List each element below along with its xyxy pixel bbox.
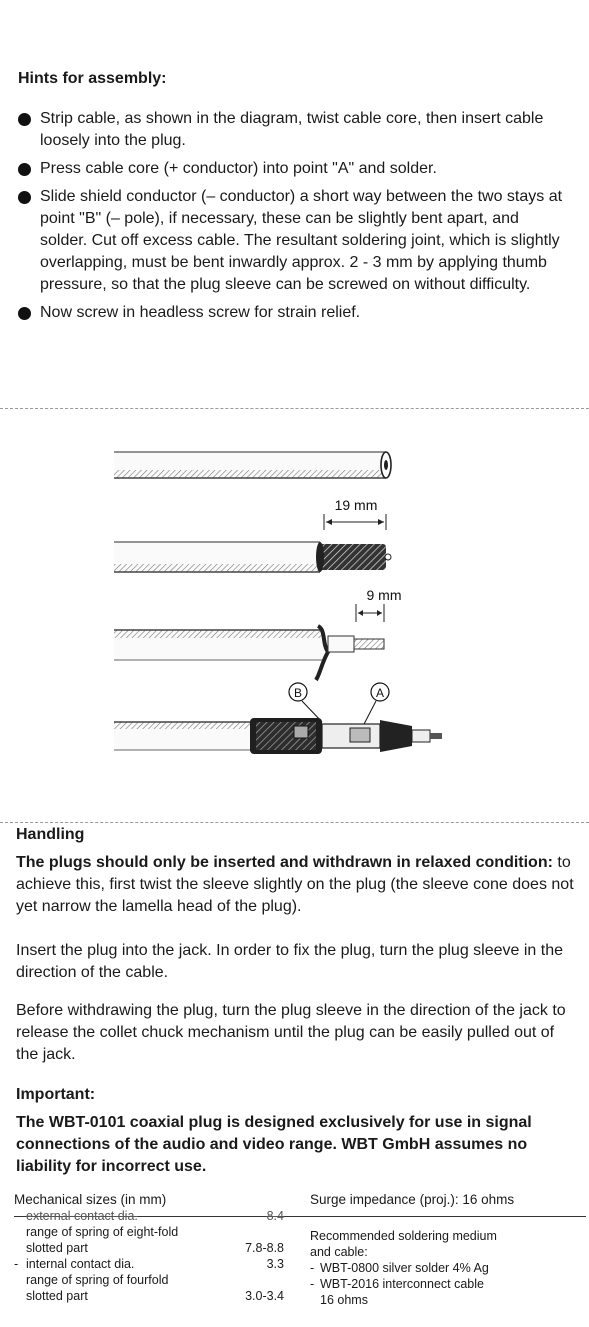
handling-paragraph-1	[16, 852, 576, 918]
assembly-title: Hints for assembly:	[18, 70, 167, 87]
list-item-text: WBT-2016 interconnect cable	[320, 1277, 484, 1291]
table-row	[14, 1256, 284, 1272]
dimension-9mm-label: 9 mm	[366, 587, 402, 603]
list-item	[18, 186, 566, 296]
recommendation-intro: and cable:	[310, 1245, 368, 1259]
list-item-text: WBT-0800 silver solder 4% Ag	[320, 1261, 489, 1275]
cable-core-prepared	[114, 626, 384, 680]
row-mark	[14, 1272, 26, 1288]
row-mark	[14, 1288, 26, 1304]
row-label: slotted part	[26, 1241, 88, 1255]
important-text: The WBT-0101 coaxial plug is designed exclusively for use in signal connections of the audio and video range. WBT GmbH assumes no liability for incorrect use.	[16, 1114, 532, 1175]
row-value	[224, 1272, 284, 1288]
list-item: - WBT-2016 interconnect cable	[310, 1277, 484, 1291]
dimension-19mm	[324, 497, 386, 530]
bullet-icon	[18, 163, 31, 176]
list-item	[18, 302, 566, 324]
row-value: 8.4	[266, 1209, 284, 1223]
soldering-recommendations	[310, 1228, 580, 1308]
list-item-text: Strip cable, as shown in the diagram, twist cable core, then insert cable loosely into the plug.	[40, 110, 544, 149]
table-row	[14, 1208, 284, 1224]
cable-with-plug	[114, 718, 442, 754]
bullet-icon	[18, 307, 31, 320]
important-title: Important:	[16, 1086, 96, 1103]
section-divider	[0, 408, 589, 409]
table-row	[14, 1288, 284, 1304]
bullet-icon	[18, 191, 31, 204]
dimension-9mm	[356, 587, 402, 622]
handling-paragraph-3: Before withdrawing the plug, turn the plug sleeve in the direction of the jack to release the collet chuck mechanism until the plug can be easily pulled out of the jack.	[16, 1002, 566, 1063]
row-label: slotted part	[26, 1289, 88, 1303]
label-b-marker	[289, 683, 322, 722]
row-label: range of spring of fourfold	[26, 1273, 169, 1287]
row-label: external contact dia.	[26, 1209, 138, 1223]
cable-stripped	[114, 542, 391, 572]
cable-assembly-diagram	[0, 430, 589, 790]
row-mark: -	[14, 1257, 19, 1271]
row-mark	[14, 1224, 26, 1240]
bullet-icon	[18, 113, 31, 126]
label-a: A	[375, 686, 385, 700]
row-mark	[14, 1208, 26, 1224]
recommendation-intro: Recommended soldering medium	[310, 1229, 497, 1243]
row-label: range of spring of eight-fold	[26, 1225, 179, 1239]
handling-emphasis: The plugs should only be inserted and withdrawn in relaxed condition:	[16, 854, 553, 871]
row-value	[224, 1224, 284, 1240]
list-item-text: Now screw in headless screw for strain relief.	[40, 304, 361, 321]
list-item	[18, 108, 566, 152]
table-row	[14, 1240, 284, 1256]
list-item	[18, 158, 566, 180]
recommendation-tail: 16 ohms	[320, 1293, 368, 1307]
handling-paragraph-2: Insert the plug into the jack. In order to fix the plug, turn the plug sleeve in the direction of the cable.	[16, 942, 563, 981]
row-label: internal contact dia.	[26, 1257, 135, 1271]
row-mark	[14, 1240, 26, 1256]
row-value: 3.3	[266, 1257, 284, 1271]
row-value: 7.8-8.8	[245, 1241, 284, 1255]
assembly-list	[18, 108, 566, 330]
mechanical-sizes-title: Mechanical sizes (in mm)	[14, 1192, 167, 1207]
mechanical-sizes-table	[14, 1208, 284, 1304]
dimension-19mm-label: 19 mm	[334, 497, 378, 513]
surge-impedance-title: Surge impedance (proj.): 16 ohms	[310, 1192, 515, 1207]
list-item: - WBT-0800 silver solder 4% Ag	[310, 1261, 489, 1275]
label-b: B	[293, 686, 303, 700]
table-row	[14, 1272, 284, 1288]
row-value: 3.0-3.4	[245, 1289, 284, 1303]
handling-title: Handling	[16, 826, 85, 843]
handling-paragraph-1-text: to achieve this, first twist the sleeve slightly on the plug (the sleeve cone does not yet narrow the lamella head of the plug).	[16, 854, 574, 915]
list-item-text: Slide shield conductor (– conductor) a short way between the two stays at point "B" (– pole), if necessary, these can be slightly bent apart, and solder. Cut off excess cable. The resultant soldering joint, which is slightly overlapping, must be bent inwardly approx. 2 - 3 mm by applying thumb pressure, so that the plug sleeve can be screwed on without difficulty.	[40, 188, 563, 293]
list-item-text: Press cable core (+ conductor) into point "A" and solder.	[40, 160, 437, 177]
section-divider	[0, 822, 589, 823]
table-row	[14, 1224, 284, 1240]
cable-whole	[114, 452, 391, 478]
